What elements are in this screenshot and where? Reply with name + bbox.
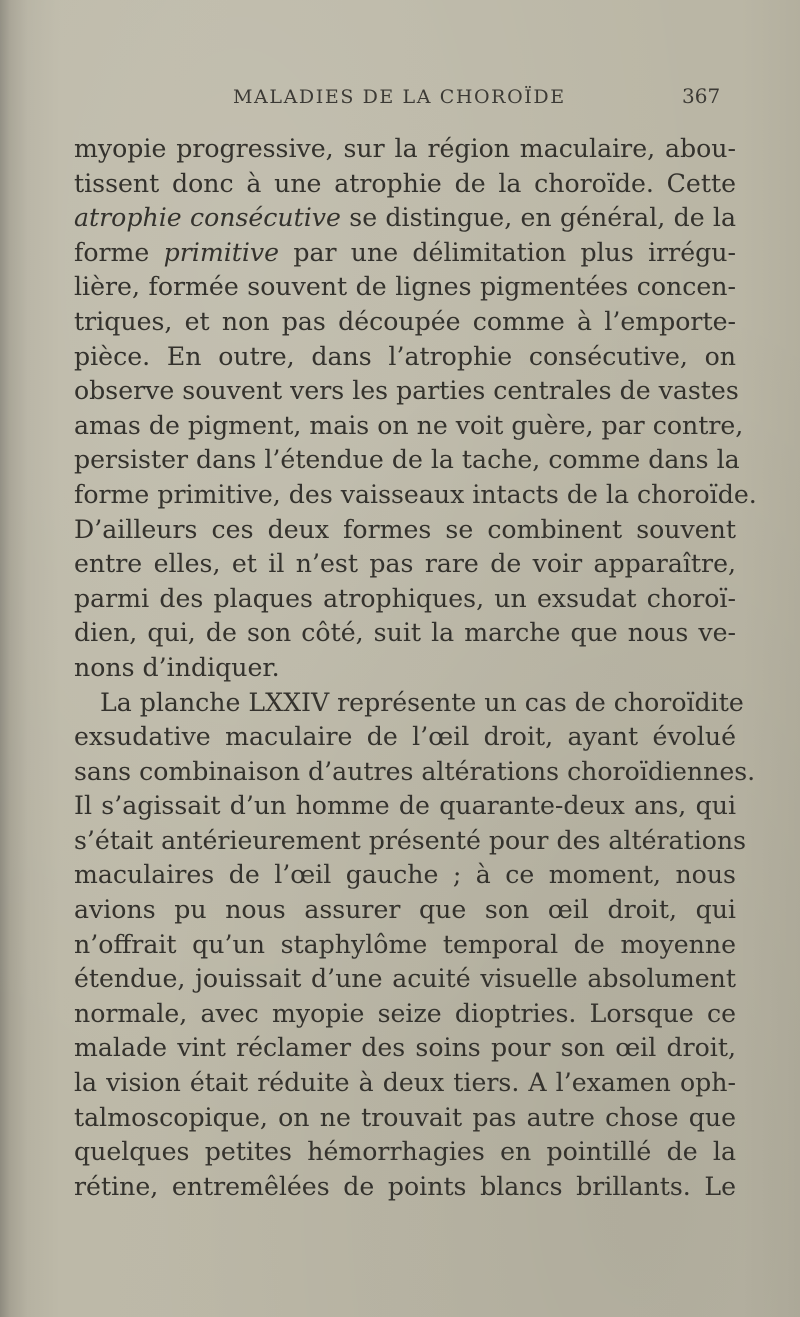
text-line (74, 340, 736, 375)
text-line (74, 513, 736, 548)
text-segment: Il s’agissait d’un homme de quarante-deux ans, qui (74, 791, 736, 821)
text-line (74, 824, 747, 859)
text-segment: lière, formée souvent de lignes pigmentées concen- (74, 272, 736, 302)
text-segment: exsudative maculaire de l’œil droit, ayant évolué (74, 722, 736, 752)
text-line (74, 997, 736, 1032)
text-line (74, 132, 736, 167)
page-number: 367 (682, 84, 721, 108)
text-line (74, 270, 736, 305)
text-line (74, 651, 736, 686)
text-segment: par une délimitation plus irrégu- (279, 237, 736, 267)
text-segment: talmoscopique, on ne trouvait pas autre chose que (74, 1102, 736, 1132)
text-segment: forme (74, 237, 164, 267)
running-title: MALADIES DE LA CHOROÏDE (233, 86, 566, 108)
text-line (74, 409, 744, 444)
text-line (74, 893, 736, 928)
text-line (74, 1101, 736, 1136)
text-segment: la vision était réduite à deux tiers. A l’examen oph- (74, 1068, 736, 1098)
body-text (74, 132, 757, 1204)
text-line (74, 720, 736, 755)
text-line (74, 374, 739, 409)
text-segment: maculaires de l’œil gauche ; à ce moment, nous (74, 860, 736, 890)
text-segment: sans combinaison d’autres altérations choroïdiennes. (74, 756, 756, 786)
text-segment: quelques petites hémorrhagies en pointillé de la (74, 1137, 736, 1167)
text-line (74, 962, 736, 997)
text-segment: entre elles, et il n’est pas rare de voir apparaître, (74, 549, 736, 579)
text-segment: myopie progressive, sur la région maculaire, abou- (74, 134, 736, 163)
text-segment: s’était antérieurement présenté pour des altérations (74, 825, 747, 855)
text-segment: avions pu nous assurer que son œil droit, qui (74, 895, 736, 925)
text-segment: malade vint réclamer des soins pour son œil droit, (74, 1033, 736, 1063)
text-segment: étendue, jouissait d’une acuité visuelle absolument (74, 964, 736, 994)
text-line (74, 858, 736, 893)
page-header (0, 82, 800, 112)
text-segment: La planche LXXIV représente un cas de choroïdite (100, 687, 744, 717)
text-segment: observe souvent vers les parties centrales de vastes (74, 376, 739, 406)
text-segment: persister dans l’étendue de la tache, comme dans la (74, 445, 740, 475)
text-segment: n’offrait qu’un staphylôme temporal de moyenne (74, 929, 736, 959)
text-segment: D’ailleurs ces deux formes se combinent souvent (74, 514, 736, 544)
text-line (74, 167, 736, 202)
text-line (74, 201, 736, 236)
text-line (74, 755, 756, 790)
text-segment: forme primitive, des vaisseaux intacts de la choroïde. (74, 479, 757, 509)
text-line (74, 928, 736, 963)
text-segment: nons d’indiquer. (74, 652, 280, 682)
text-line (74, 478, 757, 513)
text-line (74, 236, 736, 271)
text-line (74, 1135, 736, 1170)
italic-term: atrophie consécutive (74, 203, 341, 233)
text-segment: amas de pigment, mais on ne voit guère, par contre, (74, 410, 744, 440)
text-line (74, 547, 736, 582)
text-segment: pièce. En outre, dans l’atrophie consécutive, on (74, 341, 736, 371)
text-segment: se distingue, en général, de la (340, 203, 737, 233)
text-segment: parmi des plaques atrophiques, un exsudat choroï- (74, 583, 736, 613)
text-line (74, 616, 736, 651)
text-line (74, 1066, 736, 1101)
text-segment: rétine, entremêlées de points blancs brillants. Le (74, 1171, 736, 1201)
text-segment: tissent donc à une atrophie de la choroïde. Cette (74, 168, 736, 198)
text-segment: dien, qui, de son côté, suit la marche que nous ve- (74, 618, 736, 648)
text-line (74, 1031, 736, 1066)
text-segment: triques, et non pas découpée comme à l’emporte- (74, 306, 736, 336)
text-segment: normale, avec myopie seize dioptries. Lorsque ce (74, 998, 736, 1028)
text-line (74, 305, 736, 340)
text-line (74, 1170, 736, 1205)
text-line (74, 789, 736, 824)
italic-term: primitive (163, 237, 280, 267)
text-line (74, 443, 740, 478)
text-line (74, 582, 736, 617)
text-line (74, 686, 744, 721)
